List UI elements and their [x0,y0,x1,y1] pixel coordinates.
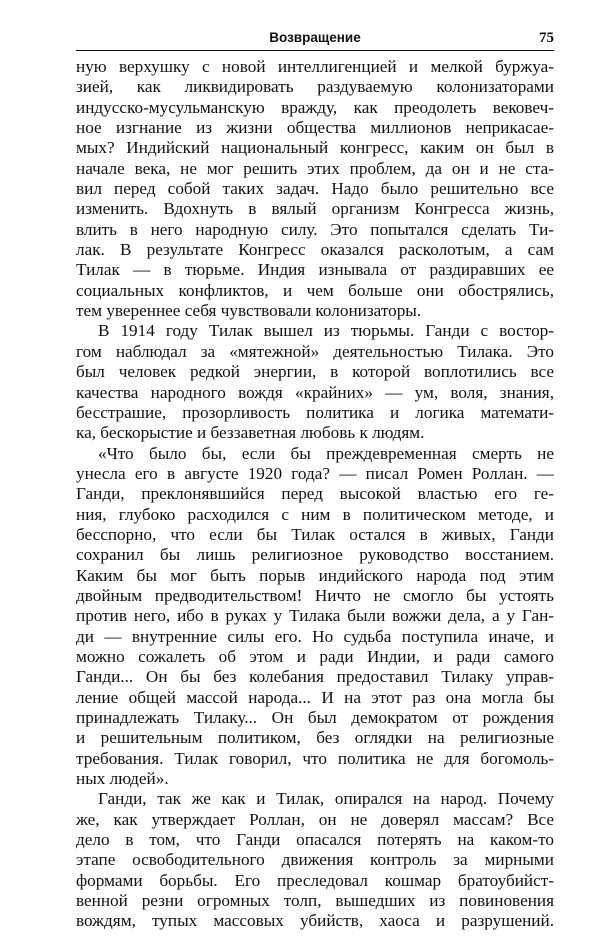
text-line: принадлежать Тилаку... Он был демократом от рождения [76,708,554,727]
page-number: 75 [539,30,554,46]
text-line: лак. В результате Конгресс оказался расколотым, а сам [76,240,554,260]
text-line: влить в него народную силу. Это попытался сделать Ти- [76,219,554,239]
text-line: ка, бескорыстие и беззаветная любовь к людям. [76,423,425,443]
book-page [76,28,554,932]
text-line: же, как утверждает Роллан, он не доверял массам? Все [76,809,554,829]
text-line: ное изгнание из жизни общества миллионов неприкасае- [76,118,554,138]
text-line: формами борьбы. Его преследовал кошмар братоубийст- [76,870,554,890]
text-line: социальных конфликтов, и чем больше они обострялись, [76,280,554,300]
text-line: тем увереннее себя чувствовали колонизаторы. [76,301,422,321]
text-line: мых? Индийский национальный конгресс, каким он был в [76,138,554,158]
running-title: Возвращение [269,30,361,45]
text-line: двойным предводительством! Ничто не смогло бы устоять [76,585,554,605]
text-line: Каким бы мог быть порыв индийского народа под этим [76,565,554,585]
text-line: бесстрашие, прозорливость политика и логика математи- [76,402,554,422]
text-line: качества народного вождя «крайних» — ум, воля, знания, [76,382,554,402]
text-line: Ганди, так же как и Тилак, опирался на народ. Почему [98,789,554,809]
text-line: вил перед собой таких задач. Надо было решительно все [76,179,554,199]
text-line: зией, как ликвидировать раздуваемую колонизаторами [76,77,554,97]
body-text [76,57,554,932]
text-line: этапе освободительного движения контроль за мирными [76,850,554,870]
text-line: Ганди, преклонявшийся перед высокой властью его ге- [76,484,554,504]
text-line: ных людей». [76,769,169,789]
text-line: вождям, тупых массовых убийств, хаоса и разрушений. [76,911,554,931]
text-line: венной резни огромных толп, вышедших из повиновения [76,891,554,911]
text-line: Тилак — в тюрьме. Индия изнывала от раздиравших ее [76,260,554,280]
text-line: можно сожалеть об этом и ради Индии, и ради самого [76,646,554,666]
text-line: индусско-мусульманскую вражду, как преодолеть вековеч- [76,97,554,117]
text-line: был человек редкой энергии, в которой воплотились все [76,362,554,382]
text-line: В 1914 году Тилак вышел из тюрьмы. Ганди с востор- [98,321,554,341]
text-line: «Что было бы, если бы преждевременная смерть не [98,443,554,463]
text-line: дело в том, что Ганди опасался потерять на каком-то [76,830,554,850]
text-line: ния, глубоко расходился с ним в политическом методе, и [76,504,554,524]
text-line: бесспорно, что если бы Тилак остался в живых, Ганди [76,524,554,544]
text-line: сохранил бы лишь религиозное руководство восстанием. [76,545,554,565]
text-line: ление общей массой народа... И на этот раз она могла бы [76,687,554,707]
text-line: и решительным политиком, без оглядки на религиозные [76,728,554,748]
running-header [76,28,554,51]
text-line: унесла его в августе 1920 года? — писал Ромен Роллан. — [76,463,554,483]
text-line: Ганди... Он бы без колебания предоставил Тилаку управ- [76,667,554,687]
text-line: начале века, не мог решить этих проблем, да он и не ста- [76,158,554,178]
text-line: изменить. Вдохнуть в вялый организм Конгресса жизнь, [76,199,554,219]
text-line: требования. Тилак говорил, что политика не для богомоль- [76,748,554,768]
text-line: гом наблюдал за «мятежной» деятельностью Тилака. Это [76,341,554,361]
text-line: ную верхушку с новой интеллигенцией и мелкой буржуа- [76,57,554,76]
text-line: ди — внутренние силы его. Но судьба поступила иначе, и [76,626,554,646]
text-line: против него, ибо в руках у Тилака были вожжи дела, а у Ган- [76,606,554,626]
